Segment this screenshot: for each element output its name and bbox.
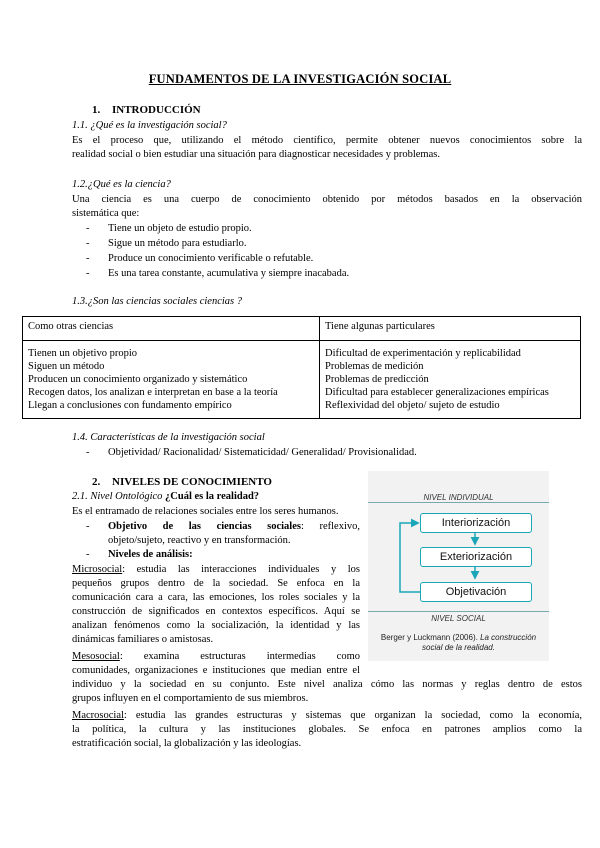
list-item: - Sigue un método para estudiarlo. [86, 237, 349, 252]
mesosocial-label: Mesosocial [72, 651, 120, 662]
caption-title: La construcción [480, 633, 537, 642]
section-1-number: 1. [92, 104, 101, 116]
paragraph-line [72, 709, 582, 723]
figure-caption [372, 633, 545, 653]
paragraph-line [72, 563, 360, 577]
table-cell-line: Reflexividad del objeto/ sujeto de estudio [325, 400, 500, 411]
paragraph-text: : examina estructuras intermedias como [119, 651, 360, 662]
paragraph-line: dinámicas familiares o amistosas. [72, 634, 214, 645]
list-item: - Es una tarea constante, acumulativa y siempre inacabada. [86, 267, 349, 282]
table-cell-line: Producen un conocimiento organizado y sistemático [28, 374, 248, 385]
ontological-intro: Es el entramado de relaciones sociales entre los seres humanos. [72, 506, 339, 517]
characteristics-list [86, 446, 417, 461]
table-cell-line: Siguen un método [28, 361, 105, 372]
table-cell-line: Recogen datos, los analizan e interpretan en base a la teoría [28, 387, 278, 398]
section-2-number: 2. [92, 476, 101, 488]
subsection-2-1-question: ¿Cuál es la realidad? [165, 491, 260, 502]
section-2-title: NIVELES DE CONOCIMIENTO [112, 476, 272, 488]
paragraph-line: realidad social o bien estudiar una situación para diagnosticar necesidades y problemas. [72, 149, 440, 160]
paragraph-line: analizan fenómenos como la socialización, la identidad y las [72, 620, 360, 631]
paragraph-line: pequeños grupos dentro de la sociedad. Se enfoca en la [72, 578, 360, 589]
list-item: - Objetividad/ Racionalidad/ Sistematicidad/ Generalidad/ Provisionalidad. [86, 446, 417, 461]
subsection-1-1-heading: 1.1. ¿Qué es la investigación social? [72, 120, 227, 131]
comparison-table [22, 316, 581, 419]
table-cell [320, 341, 581, 419]
table-header-row [23, 317, 581, 341]
table-header-cell: Tiene algunas particulares [320, 317, 581, 341]
document-title: FUNDAMENTOS DE LA INVESTIGACIÓN SOCIAL [148, 72, 452, 86]
table-cell-line: Dificultad para establecer generalizaciones empíricas [325, 387, 549, 398]
objective-text: : reflexivo, [300, 521, 360, 532]
subsection-1-2-paragraph [72, 193, 582, 221]
paragraph-line: la política, la cultura y las instituciones globales. Se enfoca en patrones amplios como la [72, 724, 582, 735]
list-item [86, 548, 360, 563]
table-cell-line: Problemas de medición [325, 361, 424, 372]
table-header-cell: Como otras ciencias [23, 317, 320, 341]
list-item [86, 520, 360, 548]
caption-author: Berger y Luckmann (2006). [380, 633, 478, 642]
subsection-1-1-paragraph [72, 134, 582, 162]
individual-level-label: NIVEL INDIVIDUAL [368, 491, 549, 503]
subsection-1-4-heading: 1.4. Características de la investigación social [72, 432, 265, 443]
table-cell-line: Llegan a conclusiones con fundamento empírico [28, 400, 232, 411]
exteriorization-box: Exteriorización [420, 547, 532, 567]
paragraph-line: Una ciencia es una cuerpo de conocimiento obtenido por métodos basados en la observación [72, 194, 582, 205]
objectivation-box: Objetivación [420, 582, 532, 602]
objective-line: objeto/sujeto, reactivo y en transformación. [108, 535, 291, 546]
paragraph-line: comunicación cara a cara, las emociones, los roles sociales y la [72, 592, 360, 603]
levels-label: Niveles de análisis: [108, 549, 193, 560]
table-cell-line: Dificultad de experimentación y replicabilidad [325, 348, 521, 359]
social-level-label: NIVEL SOCIAL [368, 611, 549, 625]
microsocial-paragraph [72, 563, 360, 647]
objective-label: Objetivo de las ciencias sociales [108, 521, 301, 532]
subsection-1-2-heading: 1.2.¿Qué es la ciencia? [72, 179, 171, 190]
section-2-heading [92, 475, 272, 489]
table-cell [23, 341, 320, 419]
feedback-loop-arrow-icon [400, 523, 420, 592]
section-1-heading [92, 103, 201, 117]
subsection-2-1-label: 2.1. Nivel Ontológico [72, 491, 163, 502]
paragraph-line: construcción de significados en contextos específicos. Aquí se [72, 606, 360, 617]
paragraph-text: : estudia las interacciones individuales y los [122, 564, 360, 575]
objective-line [108, 520, 360, 534]
paragraph-line: individuo y la sociedad en su conjunto. Este nivel analiza cómo las normas y reglas dentro de estos [72, 679, 582, 690]
subsection-2-1-heading [72, 490, 259, 504]
ontological-list [86, 520, 360, 563]
paragraph-line: grupos influyen en el comportamiento de sus miembros. [72, 693, 309, 704]
table-row [23, 341, 581, 419]
subsection-1-3-heading: 1.3.¿Son las ciencias sociales ciencias ? [72, 296, 243, 307]
paragraph-line: Es el proceso que, utilizando el método científico, permite obtener nuevos conocimientos sobre la [72, 135, 582, 146]
paragraph-text: : estudia las grandes estructuras y sistemas que organizan la sociedad, como la economía, [123, 710, 582, 721]
social-construction-figure [368, 471, 549, 661]
table-cell-line: Problemas de predicción [325, 374, 429, 385]
caption-title: social de la realidad. [422, 643, 495, 652]
paragraph-line: comunidades, organizaciones e instituciones que median entre el [72, 665, 360, 676]
microsocial-label: Microsocial [72, 564, 123, 575]
section-1-title: INTRODUCCIÓN [112, 104, 201, 116]
paragraph-line: estratificación social, la globalización y las ideologías. [72, 738, 302, 749]
interiorization-box: Interiorización [420, 513, 532, 533]
list-item: - Tiene un objeto de estudio propio. [86, 222, 349, 237]
list-item: - Produce un conocimiento verificable o refutable. [86, 252, 349, 267]
science-criteria-list [86, 222, 349, 282]
macrosocial-label: Macrosocial [72, 710, 124, 721]
macrosocial-paragraph [72, 709, 582, 751]
paragraph-line [72, 650, 360, 664]
table-cell-line: Tienen un objetivo propio [28, 348, 137, 359]
paragraph-line: sistemática que: [72, 208, 140, 219]
